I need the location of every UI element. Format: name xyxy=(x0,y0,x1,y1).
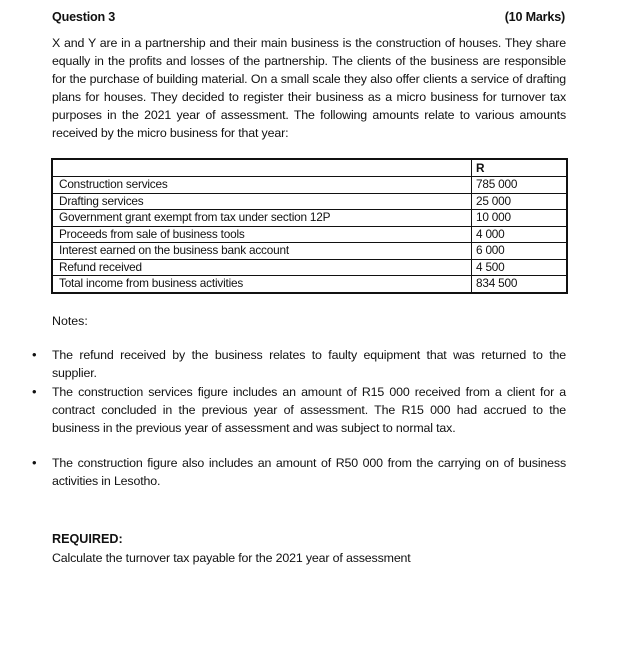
table-header-blank xyxy=(53,160,472,177)
table-header-row xyxy=(53,160,567,177)
row-description: Refund received xyxy=(53,259,472,276)
table-row xyxy=(53,177,567,194)
row-amount: 785 000 xyxy=(472,177,567,194)
row-amount: 4 500 xyxy=(472,259,567,276)
bullet-icon: • xyxy=(32,384,37,399)
table-row xyxy=(53,259,567,276)
row-description: Interest earned on the business bank account xyxy=(53,243,472,260)
required-title: REQUIRED: xyxy=(52,532,123,546)
row-amount: 6 000 xyxy=(472,243,567,260)
row-description: Government grant exempt from tax under section 12P xyxy=(53,210,472,227)
row-description: Construction services xyxy=(53,177,472,194)
table-row xyxy=(53,210,567,227)
row-description: Proceeds from sale of business tools xyxy=(53,226,472,243)
bullet-icon: • xyxy=(32,455,37,470)
note-text: The refund received by the business relates to faulty equipment that was returned to the supplier. xyxy=(52,348,566,380)
question-title: Question 3 xyxy=(52,10,116,24)
row-description: Drafting services xyxy=(53,193,472,210)
table-row xyxy=(53,243,567,260)
row-amount: 4 000 xyxy=(472,226,567,243)
total-amount: 834 500 xyxy=(472,276,567,293)
table-row xyxy=(53,193,567,210)
question-marks: (10 Marks) xyxy=(504,10,565,24)
note-item xyxy=(32,346,566,382)
note-text: The construction figure also includes an amount of R50 000 from the carrying on of business activities in Lesotho. xyxy=(52,456,566,488)
note-item xyxy=(32,383,566,437)
total-description: Total income from business activities xyxy=(53,276,472,293)
note-text: The construction services figure includes an amount of R15 000 received from a client for a contract concluded in the previous year of assessment. The R15 000 had accrued to the business in the previous year of assessment and was subject to normal tax. xyxy=(52,385,566,435)
notes-title: Notes: xyxy=(52,314,88,328)
bullet-icon: • xyxy=(32,347,37,362)
amounts-table xyxy=(52,159,567,293)
required-text: Calculate the turnover tax payable for the 2021 year of assessment xyxy=(52,551,411,565)
question-intro: X and Y are in a partnership and their main business is the construction of houses. They share equally in the profits and losses of the partnership. The clients of the business are responsible for the purchase of building material. On a small scale they also offer clients a service of drafting plans for houses. They decided to register their business as a micro business for turnover tax purposes in the 2021 year of assessment. The following amounts relate to various amounts received by the micro business for that year: xyxy=(52,36,566,140)
row-amount: 25 000 xyxy=(472,193,567,210)
table-total-row xyxy=(53,276,567,293)
question-header xyxy=(52,10,565,24)
row-amount: 10 000 xyxy=(472,210,567,227)
table-row xyxy=(53,226,567,243)
currency-header: R xyxy=(472,160,567,177)
note-item xyxy=(32,454,566,490)
